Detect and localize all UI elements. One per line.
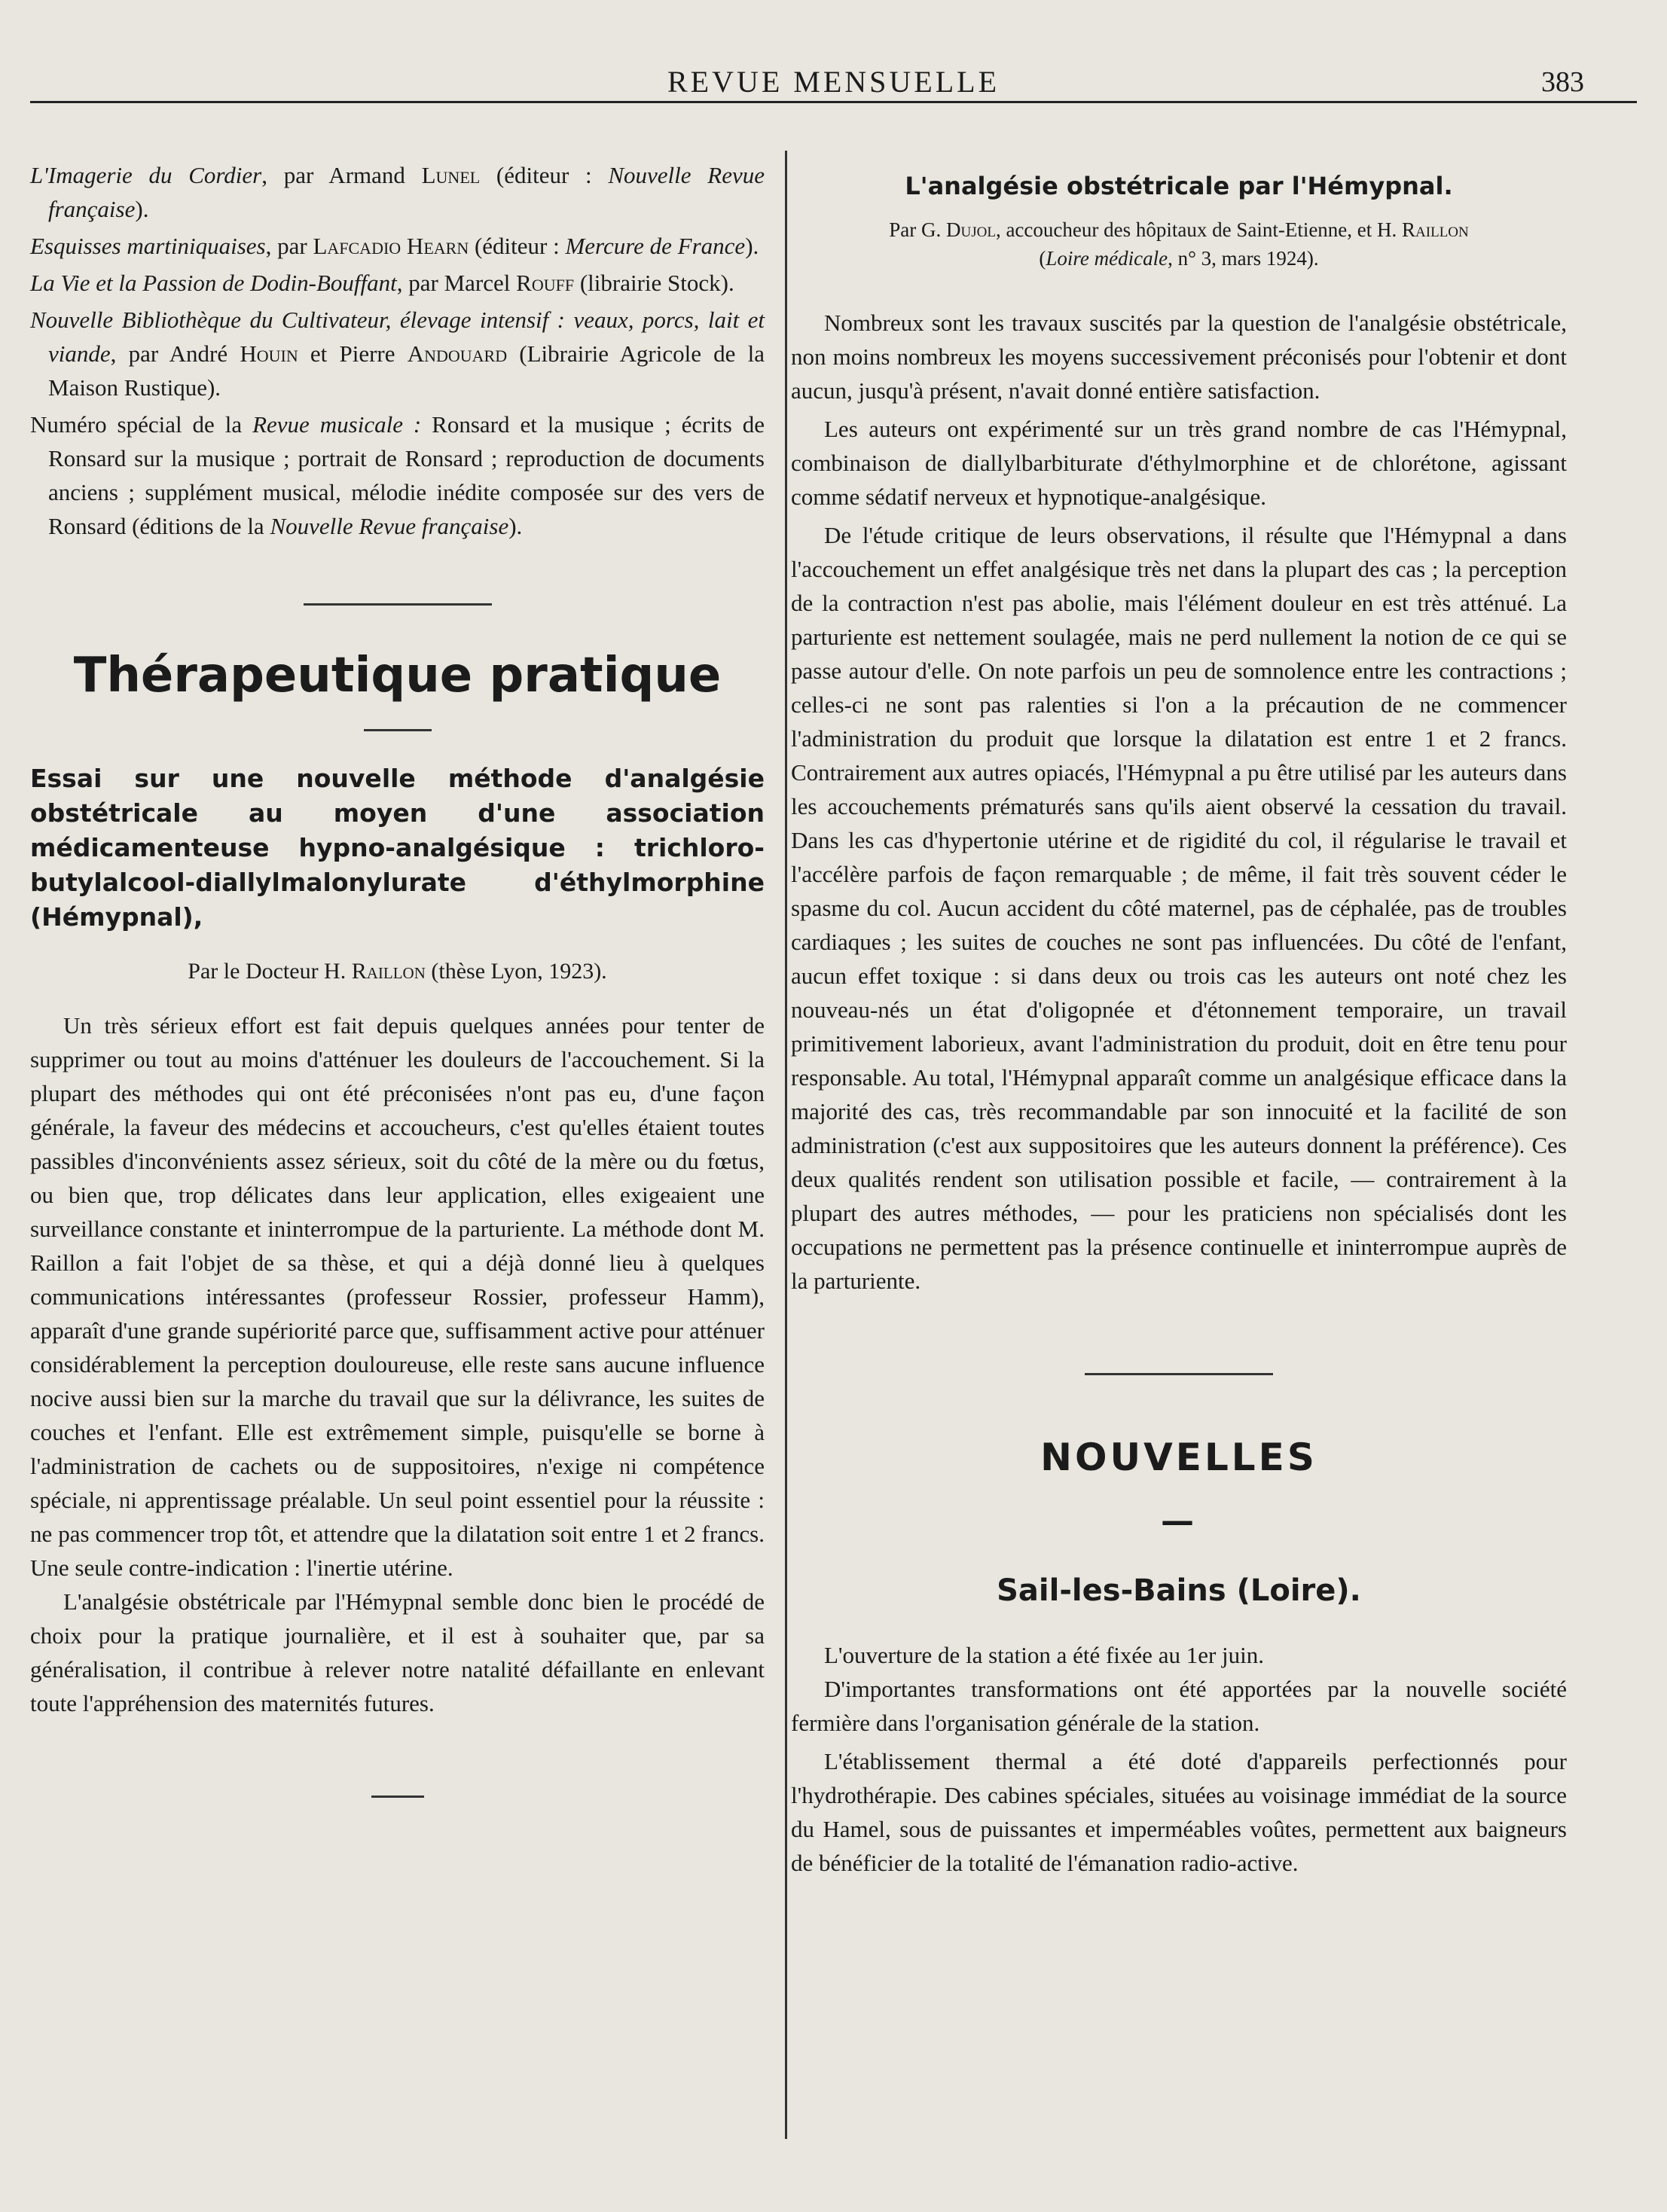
article-paragraph: Les auteurs ont expérimenté sur un très grand nombre de cas l'Hémypnal, combinaison de diallylbarbiturate d'éthylmorphine et de chlorétone, agissant comme sédatif nerveux et hypnotique-analgésique. xyxy=(791,416,1567,510)
header-rule xyxy=(30,101,1637,103)
article-byline: Par G. Dujol, accoucheur des hôpitaux de Saint-Etienne, et H. Raillon (Loire médicale, n° 3, mars 1924). xyxy=(889,218,1469,270)
article-title: Essai sur une nouvelle méthode d'analgésie obstétricale au moyen d'une association médicamenteuse hypno-analgésique : trichloro-butylalcool-diallylmalonylurate d'éthylmorphine (Hémypnal), xyxy=(30,764,765,932)
article-paragraph: Un très sérieux effort est fait depuis quelques années pour tenter de supprimer ou tout au moins d'atténuer les douleurs de l'accouchement. Si la plupart des méthodes qui ont été préconisées n'ont pas eu, d'une façon générale, la faveur des médecins et accoucheurs, c'est qu'elles étaient toutes passibles d'inconvénients assez sérieux, soit du côté de la mère ou du fœtus, ou bien que, trop délicates dans leur application, elles exigeaient une surveillance constante et ininterrompue de la parturiente. La méthode dont M. Raillon a fait l'objet de sa thèse, et qui a déjà donné lieu à quelques communications intéressantes (professeur Rossier, professeur Hamm), apparaît d'une grande supériorité parce que, suffisamment active pour atténuer considérablement la perception douloureuse, elle reste sans aucune influence nocive aussi bien sur la marche du travail que sur la délivrance, les suites de couches et l'enfant. Elle est extrêmement simple, puisqu'elle se borne à l'administration de cachets ou de suppositoires, n'exige ni compétence spéciale, ni apprentissage préalable. Un seul point essentiel pour la réussite : ne pas commencer trop tôt, et attendre que la dilatation soit entre 1 et 2 francs. Une seule contre-indication : l'inertie utérine. xyxy=(30,1012,765,1581)
article-paragraph: L'analgésie obstétricale par l'Hémypnal semble donc bien le procédé de choix pour la pratique journalière, et il est à souhaiter que, par sa généralisation, il contribue à relever notre natalité défaillante en enlevant toute l'appréhension des maternités futures. xyxy=(30,1588,765,1716)
news-dash: — xyxy=(1161,1502,1197,1540)
article-byline: Par le Docteur H. Raillon (thèse Lyon, 1923). xyxy=(188,959,607,984)
book-entry: L'Imagerie du Cordier, par Armand Lunel (éditeur : Nouvelle Revue française). xyxy=(30,162,765,222)
book-list xyxy=(30,158,765,543)
end-rule xyxy=(371,1796,424,1798)
special-issue-entry: Numéro spécial de la Revue musicale : Ronsard et la musique ; écrits de Ronsard sur la musique ; portrait de Ronsard ; reproduction de documents anciens ; supplément musical, mélodie inédite composée sur des vers de Ronsard (éditions de la Nouvelle Revue française). xyxy=(30,411,765,539)
journal-title: REVUE MENSUELLE xyxy=(667,65,1000,99)
column-divider xyxy=(785,151,787,2139)
running-head xyxy=(0,65,1667,99)
section-separator xyxy=(1085,1373,1273,1375)
article-paragraph: De l'étude critique de leurs observations, il résulte que l'Hémypnal a dans l'accouchement un effet analgésique très net dans la plupart des cas ; la perception de la contraction n'est pas abolie, mais l'élément douleur en est très atténué. La parturiente est nettement soulagée, mais ne perd nullement la notion de ce qui se passe autour d'elle. On note parfois un peu de somnolence entre les contractions ; celles-ci ne sont pas ralenties si l'on a la précaution de ne commencer l'administration du produit que lorsque la dilatation est entre 1 et 2 francs. Contrairement aux autres opiacés, l'Hémypnal a pu être utilisé par les auteurs dans les accouchements prématurés sans qu'ils aient observé la cessation du travail. Dans les cas d'hypertonie utérine et de rigidité du col, il régularise le travail et l'accélère parfois de façon remarquable ; de même, il fait très souvent céder le spasme du col. Aucun accident du côté maternel, pas de céphalée, pas de troubles cardiaques ; les suites de couches ne sont pas influencées. Du côté de l'enfant, aucun effet toxique : si dans deux ou trois cas les auteurs ont noté chez les nouveau-nés un état d'oligopnée et d'étonnement temporaire, un travail primitivement laborieux, avant l'administration du produit, doit en être tenu pour responsable. Au total, l'Hémypnal apparaît comme un analgésique efficace dans la majorité des cas, très recommandable par son innocuité et la facilité de son administration (c'est aux suppositoires que les auteurs donnent la préférence). Ces deux qualités rendent son utilisation possible et facile, — contrairement à la plupart des autres méthodes, — pour les praticiens non spécialisés dont les occupations ne permettent pas la présence continuelle et ininterrompue auprès de la parturiente. xyxy=(791,522,1567,1294)
left-column xyxy=(30,158,765,1798)
news-paragraph: L'établissement thermal a été doté d'appareils perfectionnés pour l'hydrothérapie. Des cabines spéciales, situées au voisinage immédiat de la source du Hamel, sous de puissantes et imperméables voûtes, permettent aux baigneurs de bénéficier de la totalité de l'émanation radio-active. xyxy=(791,1748,1567,1876)
book-entry: La Vie et la Passion de Dodin-Bouffant, par Marcel Rouff (librairie Stock). xyxy=(30,270,734,296)
right-column xyxy=(791,172,1567,1880)
article-title: L'analgésie obstétricale par l'Hémypnal. xyxy=(905,172,1453,200)
news-paragraph: D'importantes transformations ont été apportées par la nouvelle société fermière dans l'organisation générale de la station. xyxy=(791,1676,1567,1736)
page-number: 383 xyxy=(1541,66,1584,98)
book-entry: Esquisses martiniquaises, par Lafcadio Hearn (éditeur : Mercure de France). xyxy=(30,233,759,259)
news-paragraph: L'ouverture de la station a été fixée au 1er juin. xyxy=(824,1642,1265,1668)
article-paragraph: Nombreux sont les travaux suscités par la question de l'analgésie obstétricale, non moins nombreux les moyens successivement préconisés pour l'obtenir et dont aucun, jusqu'à présent, n'avait donné entière satisfaction. xyxy=(791,310,1567,404)
section-separator xyxy=(304,603,492,606)
section-title: Thérapeutique pratique xyxy=(73,648,722,703)
news-subtitle: Sail-les-Bains (Loire). xyxy=(997,1573,1361,1608)
news-section-title: NOUVELLES xyxy=(1040,1436,1317,1479)
book-entry: Nouvelle Bibliothèque du Cultivateur, élevage intensif : veaux, porcs, lait et viande, par André Houin et Pierre Andouard (Librairie Agricole de la Maison Rustique). xyxy=(30,307,765,401)
title-dash xyxy=(364,729,432,731)
